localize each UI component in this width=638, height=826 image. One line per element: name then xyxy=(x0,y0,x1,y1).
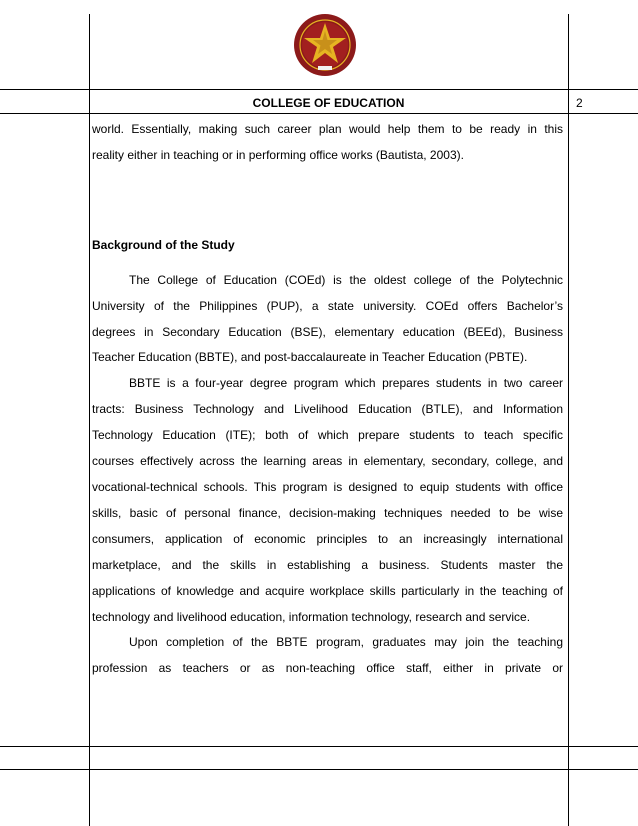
header-bottom-rule xyxy=(0,113,638,114)
paragraph-line: BBTE is a four-year degree program which prepares students in two career xyxy=(129,376,563,391)
paragraph-line: marketplace, and the skills in establishing a business. Students master the xyxy=(92,557,563,572)
right-margin-line xyxy=(568,14,569,826)
section-heading: Background of the Study xyxy=(92,237,235,252)
paragraph-line: The College of Education (COEd) is the oldest college of the Polytechnic xyxy=(129,272,563,287)
footer-bottom-rule xyxy=(0,769,638,770)
continuation-line: world. Essentially, making such career plan would help them to be ready in this xyxy=(92,122,563,136)
pup-seal-icon xyxy=(293,13,357,77)
page-number: 2 xyxy=(576,96,583,110)
paragraph-line: Upon completion of the BBTE program, graduates may join the teaching xyxy=(129,635,563,650)
paragraph-line: University of the Philippines (PUP), a state university. COEd offers Bachelor’s xyxy=(92,298,563,313)
paragraph-line: tracts: Business Technology and Livelihood Education (BTLE), and Information xyxy=(92,402,563,417)
paragraph-line: Teacher Education (BBTE), and post-baccalaureate in Teacher Education (PBTE). xyxy=(92,350,528,365)
paragraph-line: applications of knowledge and acquire workplace skills particularly in the teaching of xyxy=(92,583,563,598)
paragraph-line: degrees in Secondary Education (BSE), elementary education (BEEd), Business xyxy=(92,324,563,339)
document-body xyxy=(92,117,563,682)
header-top-rule xyxy=(0,89,638,90)
paragraph-line: skills, basic of personal finance, decision-making techniques needed to be wise xyxy=(92,505,563,520)
header-title: COLLEGE OF EDUCATION xyxy=(252,96,405,110)
footer-top-rule xyxy=(0,746,638,747)
paragraph-line: consumers, application of economic principles to an increasingly international xyxy=(92,531,563,546)
paragraph-line: vocational-technical schools. This program is designed to equip students with office xyxy=(92,479,563,494)
paragraph-line: technology and livelihood education, information technology, research and service. xyxy=(92,609,531,624)
paragraph-line: profession as teachers or as non-teaching office staff, either in private or xyxy=(92,661,563,676)
left-margin-line xyxy=(89,14,90,826)
paragraph-line: Technology Education (ITE); both of which prepare students to teach specific xyxy=(92,428,563,443)
continuation-line: reality either in teaching or in performing office works (Bautista, 2003). xyxy=(92,147,464,162)
paragraph-line: courses effectively across the learning areas in elementary, secondary, college, and xyxy=(92,454,563,469)
